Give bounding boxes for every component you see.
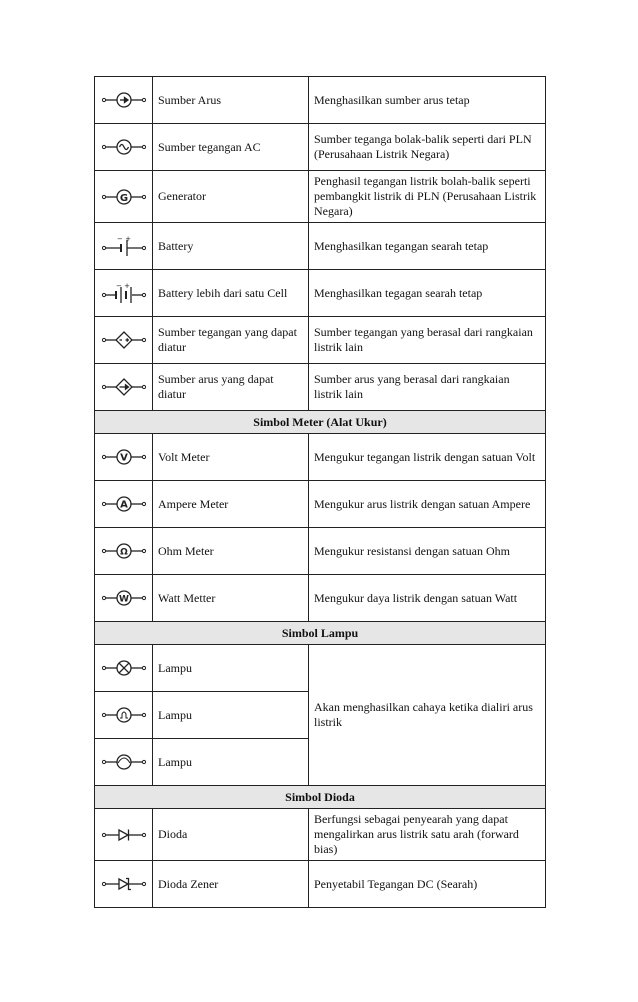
current-source-icon xyxy=(95,77,153,124)
component-name: Volt Meter xyxy=(153,434,309,481)
component-name: Lampu xyxy=(153,739,309,786)
svg-text:G: G xyxy=(119,192,128,204)
section-title: Simbol Meter (Alat Ukur) xyxy=(95,411,546,434)
ammeter-icon xyxy=(95,481,153,528)
component-description: Sumber tegangan yang berasal dari rangkaian listrik lain xyxy=(309,317,546,364)
lamp-arc-icon xyxy=(95,739,153,786)
component-description: Mengukur arus listrik dengan satuan Ampere xyxy=(309,481,546,528)
meter-letter: V xyxy=(119,452,128,464)
table-row xyxy=(95,809,546,861)
table-row xyxy=(95,861,546,908)
table-row xyxy=(95,481,546,528)
table-row xyxy=(95,270,546,317)
wattmeter-icon xyxy=(95,575,153,622)
dependent-current-source-icon xyxy=(95,364,153,411)
diode-icon xyxy=(95,809,153,861)
zener-diode-icon xyxy=(95,861,153,908)
table-row xyxy=(95,124,546,171)
section-header-lampu xyxy=(95,622,546,645)
section-title: Simbol Lampu xyxy=(95,622,546,645)
dependent-voltage-source-icon xyxy=(95,317,153,364)
component-description: Berfungsi sebagai penyearah yang dapat mengalirkan arus listrik satu arah (forward bias) xyxy=(309,809,546,861)
generator-icon xyxy=(95,171,153,223)
component-description: Menghasilkan sumber arus tetap xyxy=(309,77,546,124)
component-description: Mengukur resistansi dengan satuan Ohm xyxy=(309,528,546,575)
section-header-dioda xyxy=(95,786,546,809)
section-title: Simbol Dioda xyxy=(95,786,546,809)
component-name: Sumber Arus xyxy=(153,77,309,124)
component-name: Battery lebih dari satu Cell xyxy=(153,270,309,317)
table-row xyxy=(95,171,546,223)
component-name: Dioda Zener xyxy=(153,861,309,908)
component-name: Ohm Meter xyxy=(153,528,309,575)
table-row xyxy=(95,317,546,364)
symbol-table xyxy=(94,76,546,908)
lamp-filament-icon xyxy=(95,692,153,739)
ohmmeter-icon xyxy=(95,528,153,575)
component-name: Sumber arus yang dapat diatur xyxy=(153,364,309,411)
component-name: Dioda xyxy=(153,809,309,861)
component-name: Sumber tegangan AC xyxy=(153,124,309,171)
table-row xyxy=(95,223,546,270)
table-row xyxy=(95,364,546,411)
component-name: Battery xyxy=(153,223,309,270)
table-row xyxy=(95,575,546,622)
component-name: Lampu xyxy=(153,645,309,692)
ac-voltage-source-icon xyxy=(95,124,153,171)
component-description: Mengukur tegangan listrik dengan satuan Volt xyxy=(309,434,546,481)
table-row xyxy=(95,434,546,481)
component-description: Penyetabil Tegangan DC (Searah) xyxy=(309,861,546,908)
component-description: Menghasilkan tegangan searah tetap xyxy=(309,223,546,270)
component-description: Menghasilkan tegagan searah tetap xyxy=(309,270,546,317)
component-name: Watt Metter xyxy=(153,575,309,622)
component-name: Sumber tegangan yang dapat diatur xyxy=(153,317,309,364)
component-name: Ampere Meter xyxy=(153,481,309,528)
meter-letter: W xyxy=(118,594,129,605)
table-row xyxy=(95,77,546,124)
component-name: Lampu xyxy=(153,692,309,739)
voltmeter-icon xyxy=(95,434,153,481)
meter-letter: A xyxy=(119,499,128,511)
battery-polarity: − + xyxy=(115,282,130,290)
meter-letter: Ω xyxy=(119,547,128,558)
component-description: Sumber teganga bolak-balik seperti dari PLN (Perusahaan Listrik Negara) xyxy=(309,124,546,171)
battery-icon xyxy=(95,223,153,270)
component-description: Mengukur daya listrik dengan satuan Watt xyxy=(309,575,546,622)
component-name: Generator xyxy=(153,171,309,223)
section-header-meter xyxy=(95,411,546,434)
table-row xyxy=(95,528,546,575)
multi-cell-battery-icon xyxy=(95,270,153,317)
component-description: Sumber arus yang berasal dari rangkaian listrik lain xyxy=(309,364,546,411)
lamp-cross-icon xyxy=(95,645,153,692)
component-description: Penghasil tegangan listrik bolah-balik seperti pembangkit listrik di PLN (Perusahaan Listrik Negara) xyxy=(309,171,546,223)
component-description: Akan menghasilkan cahaya ketika dialiri arus listrik xyxy=(309,645,546,786)
battery-polarity: − + xyxy=(116,235,131,243)
table-row xyxy=(95,645,546,692)
